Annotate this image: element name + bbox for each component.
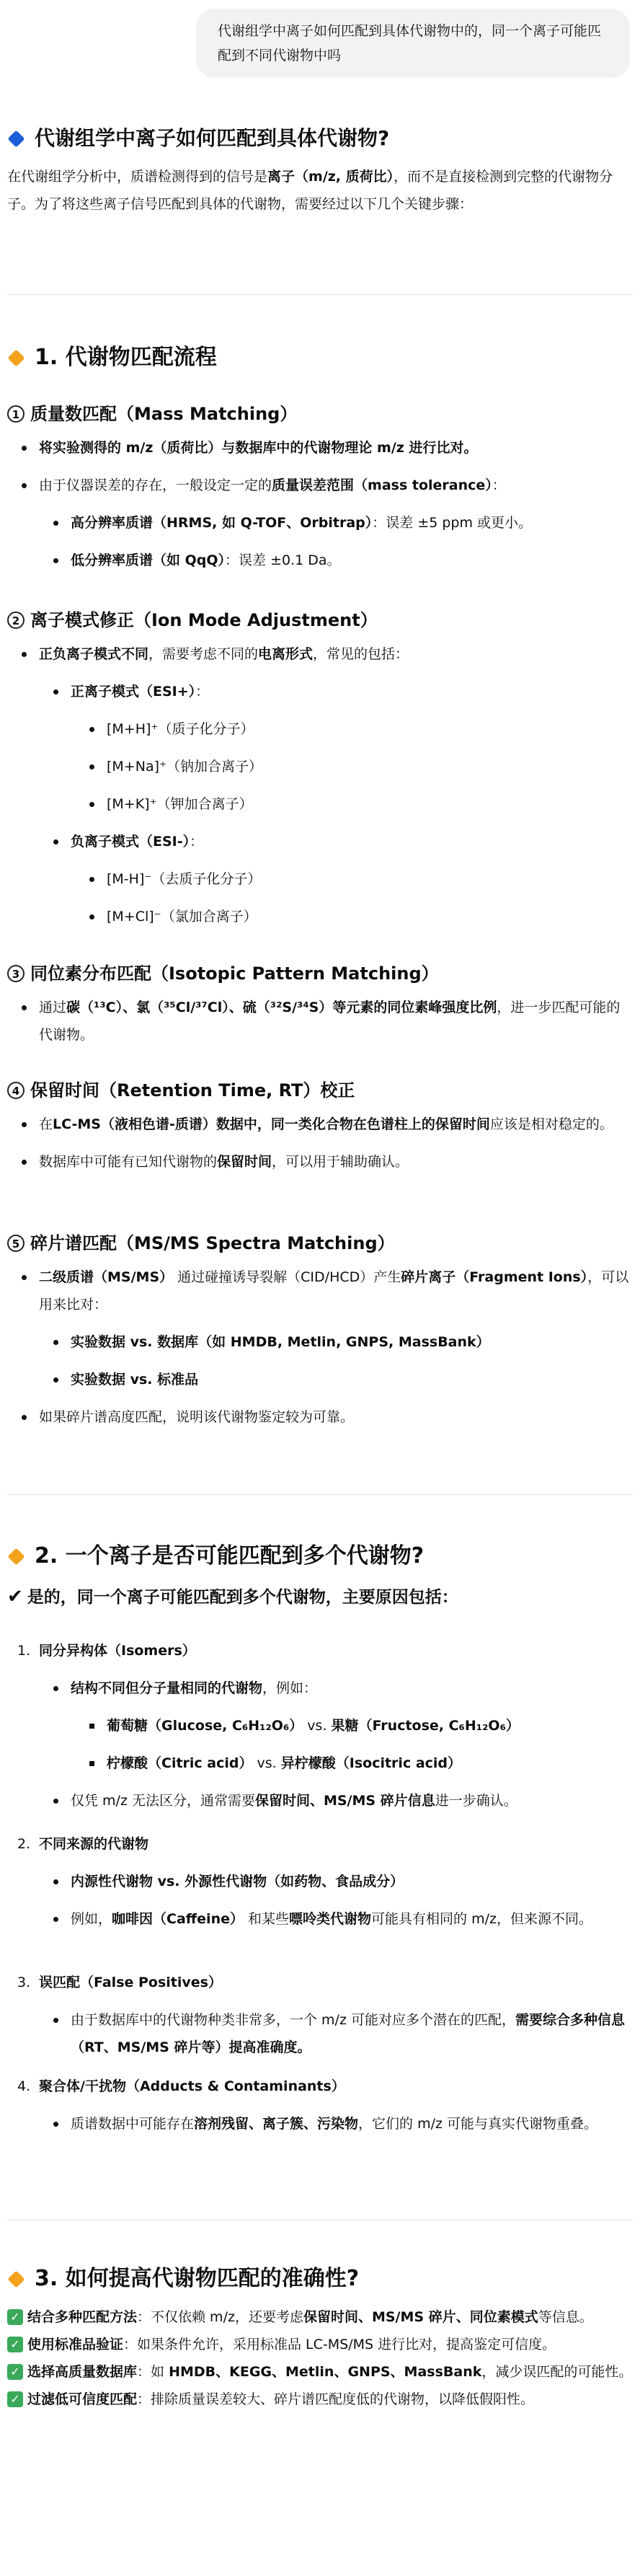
section-1 — [7, 343, 633, 372]
number-3-icon: 3 — [7, 965, 25, 982]
divider — [7, 1494, 633, 1495]
number-2-icon: 2 — [7, 612, 25, 629]
tip-item: ✓ 过滤低可信度匹配：排除质量误差较大、碎片谱匹配度低的代谢物，以降低假阳性。 — [7, 2386, 633, 2413]
number-5-icon: 5 — [7, 1235, 25, 1252]
list-item: 在LC-MS（液相色谱-质谱）数据中，同一类化合物在色谱柱上的保留时间应该是相对稳定的。 — [7, 1111, 633, 1138]
user-message-text: 代谢组学中离子如何匹配到具体代谢物中的，同一个离子可能匹配到不同代谢物中吗 — [218, 23, 602, 63]
list-item: 实验数据 vs. 数据库（如 HMDB, Metlin, GNPS, MassBank） — [7, 1328, 633, 1356]
intro-paragraph: 在代谢组学分析中，质谱检测得到的信号是离子（m/z, 质荷比），而不是直接检测到完整的代谢物分子。为了将这些离子信号匹配到具体的代谢物，需要经过以下几个关键步骤： — [7, 169, 613, 212]
list-item: 通过碳（¹³C）、氯（³⁵Cl/³⁷Cl）、硫（³²S/³⁴S）等元素的同位素峰强度比例，进一步匹配可能的代谢物。 — [7, 994, 633, 1049]
list-item: 例如，咖啡因（Caffeine） 和某些嘌呤类代谢物可能具有相同的 m/z，但来源不同。 — [7, 1905, 633, 1933]
step-mass-matching — [7, 401, 633, 574]
step-title: 1 质量数匹配（Mass Matching） — [7, 401, 633, 427]
list-item: 负离子模式（ESI-）： — [7, 828, 633, 855]
list-item: 高分辨率质谱（HRMS, 如 Q-TOF、Orbitrap）：误差 ±5 ppm 或更小。 — [7, 509, 633, 537]
step-isotopic-pattern — [7, 961, 633, 1049]
tip-item: ✓ 结合多种匹配方法：不仅依赖 m/z，还要考虑保留时间、MS/MS 碎片、同位素模式等信息。 — [7, 2303, 633, 2331]
tip-item: ✓ 使用标准品验证：如果条件允许，采用标准品 LC-MS/MS 进行比对，提高鉴定可信度。 — [7, 2331, 633, 2358]
step-ion-mode — [7, 607, 633, 930]
list-item: 将实验测得的 m/z（质荷比）与数据库中的代谢物理论 m/z 进行比对。 — [7, 434, 633, 462]
list-item: [M+Cl]⁻（氯加合离子） — [7, 903, 633, 930]
orange-diamond-icon — [7, 2270, 25, 2288]
number-4-icon: 4 — [7, 1082, 25, 1099]
list-item: 实验数据 vs. 标准品 — [7, 1366, 633, 1393]
step-title: 2 离子模式修正（Ion Mode Adjustment） — [7, 607, 633, 633]
reason-isomers — [7, 1637, 633, 1814]
list-item: 二级质谱（MS/MS） 通过碰撞诱导裂解（CID/HCD）产生碎片离子（Fragment Ions），可以用来比对： — [7, 1263, 633, 1318]
list-item: 葡萄糖（Glucose, C₆H₁₂O₆） vs. 果糖（Fructose, C₆H₁₂O₆） — [7, 1712, 633, 1739]
divider — [7, 294, 633, 295]
number-1-icon: 1 — [7, 405, 25, 423]
ordered-item: 4. 聚合体/干扰物（Adducts & Contaminants） — [17, 2078, 345, 2094]
list-item: 数据库中可能有已知代谢物的保留时间，可以用于辅助确认。 — [7, 1148, 633, 1175]
intro-section — [7, 124, 633, 218]
green-check-icon: ✓ — [7, 2391, 23, 2407]
list-item: 内源性代谢物 vs. 外源性代谢物（如药物、食品成分） — [7, 1868, 633, 1895]
checkmark-icon: ✔ — [7, 1586, 23, 1607]
section-2-answer: ✔ 是的，同一个离子可能匹配到多个代谢物，主要原因包括： — [7, 1586, 458, 1607]
list-item: [M-H]⁻（去质子化分子） — [7, 865, 633, 893]
blue-diamond-icon — [7, 130, 25, 147]
list-item: [M+Na]⁺（钠加合离子） — [7, 753, 633, 780]
reason-different-sources — [7, 1830, 633, 1933]
list-item: 正离子模式（ESI+）： — [7, 678, 633, 705]
section-3 — [7, 2264, 633, 2413]
list-item: [M+H]⁺（质子化分子） — [7, 715, 633, 743]
list-item: 正负离子模式不同，需要考虑不同的电离形式，常见的包括： — [7, 640, 633, 668]
section-2 — [7, 1542, 633, 1610]
green-check-icon: ✓ — [7, 2309, 23, 2325]
tip-item: ✓ 选择高质量数据库：如 HMDB、KEGG、Metlin、GNPS、MassBank，减少误匹配的可能性。 — [7, 2358, 633, 2386]
ordered-item: 1. 同分异构体（Isomers） — [17, 1643, 196, 1659]
step-title: 5 碎片谱匹配（MS/MS Spectra Matching） — [7, 1230, 633, 1256]
step-msms-matching — [7, 1230, 633, 1431]
list-item: 结构不同但分子量相同的代谢物，例如： — [7, 1675, 633, 1702]
section-2-title: 2. 一个离子是否可能匹配到多个代谢物? — [7, 1542, 633, 1571]
section-1-title: 1. 代谢物匹配流程 — [7, 343, 633, 372]
orange-diamond-icon — [7, 349, 25, 366]
intro-title: 代谢组学中离子如何匹配到具体代谢物? — [7, 124, 633, 153]
step-title: 3 同位素分布匹配（Isotopic Pattern Matching） — [7, 961, 633, 987]
green-check-icon: ✓ — [7, 2364, 23, 2380]
list-item: 仅凭 m/z 无法区分，通常需要保留时间、MS/MS 碎片信息进一步确认。 — [7, 1787, 633, 1814]
orange-diamond-icon — [7, 1548, 25, 1565]
ordered-item: 2. 不同来源的代谢物 — [17, 1836, 149, 1852]
green-check-icon: ✓ — [7, 2337, 23, 2352]
step-title: 4 保留时间（Retention Time, RT）校正 — [7, 1077, 633, 1103]
list-item: [M+K]⁺（钾加合离子） — [7, 790, 633, 818]
list-item: 由于数据库中的代谢物种类非常多，一个 m/z 可能对应多个潜在的匹配，需要综合多种信息（RT、MS/MS 碎片等）提高准确度。 — [7, 2006, 633, 2061]
reason-false-positives — [7, 1969, 633, 2061]
list-item: 柠檬酸（Citric acid） vs. 异柠檬酸（Isocitric acid） — [7, 1750, 633, 1777]
section-3-title: 3. 如何提高代谢物匹配的准确性? — [7, 2264, 633, 2293]
list-item: 如果碎片谱高度匹配，说明该代谢物鉴定较为可靠。 — [7, 1403, 633, 1431]
list-item: 质谱数据中可能存在溶剂残留、离子簇、污染物，它们的 m/z 可能与真实代谢物重叠。 — [7, 2110, 633, 2138]
step-retention-time — [7, 1077, 633, 1175]
user-message-bubble — [196, 9, 630, 78]
reason-adducts — [7, 2073, 633, 2138]
list-item: 由于仪器误差的存在，一般设定一定的质量误差范围（mass tolerance）： — [7, 472, 633, 499]
ordered-item: 3. 误匹配（False Positives） — [17, 1975, 222, 1990]
list-item: 低分辨率质谱（如 QqQ）：误差 ±0.1 Da。 — [7, 547, 633, 574]
